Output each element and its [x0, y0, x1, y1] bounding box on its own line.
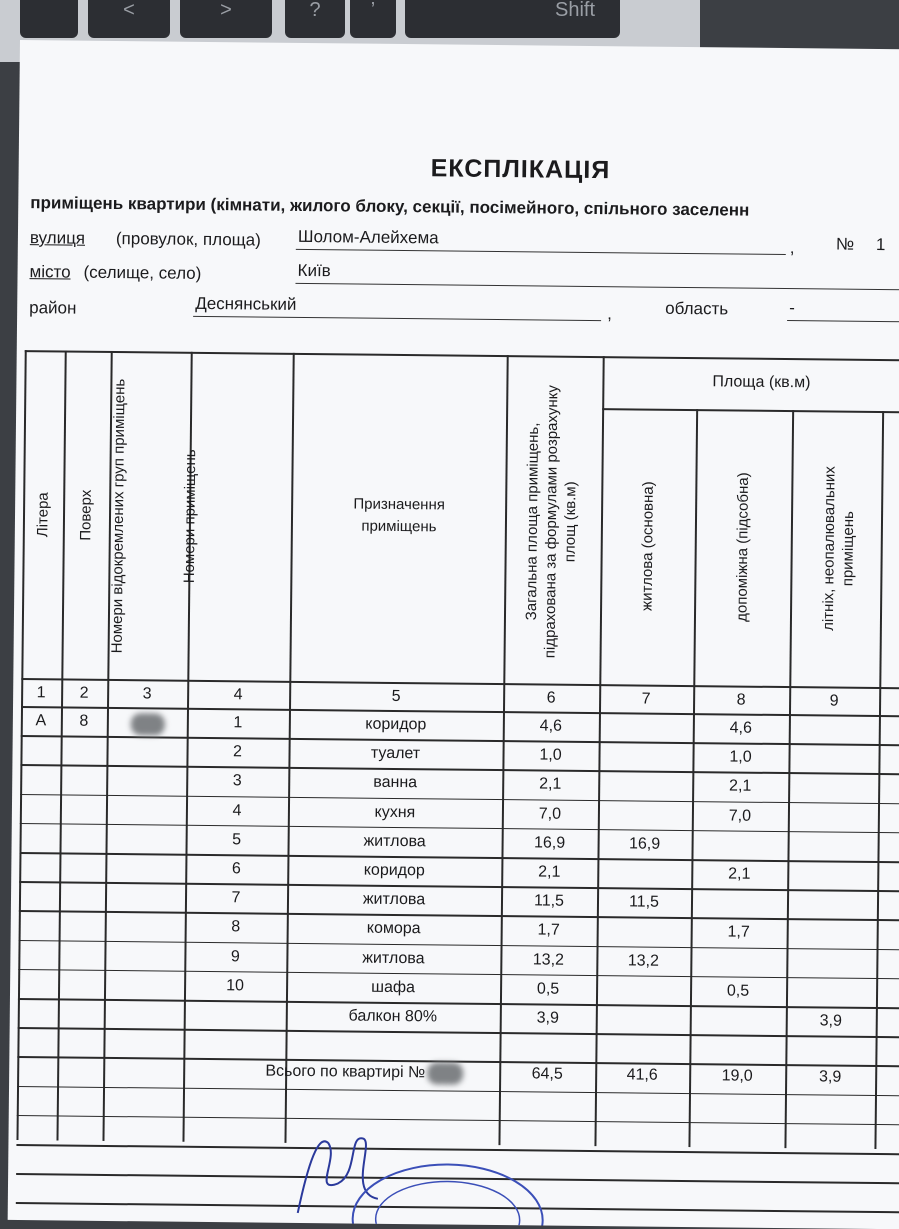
header-purpose: Призначення приміщень	[353, 495, 446, 536]
region-label: область	[665, 298, 729, 319]
total-row-total: 64,5	[531, 1065, 563, 1083]
cell-total: 1,0	[539, 746, 562, 764]
stamp-ring	[352, 1164, 543, 1226]
key-label: <	[123, 0, 135, 21]
cell-living	[598, 800, 692, 830]
cell-living: 16,9	[628, 835, 661, 853]
cell-living	[597, 916, 691, 946]
cell-summer	[788, 743, 878, 773]
total-row-label: Всього по квартирі №	[265, 1062, 426, 1082]
key-arrow-left	[88, 0, 170, 38]
cell-purpose: коридор	[365, 715, 427, 734]
cell-floor	[59, 911, 105, 940]
cell-litera	[18, 940, 58, 969]
col-number: 7	[641, 690, 651, 708]
cell-aux: 1,0	[729, 748, 752, 766]
header-summer: літніх, неопалювальних приміщень	[819, 466, 858, 631]
cell-litera	[20, 764, 60, 793]
cell-summer	[787, 860, 877, 890]
cell-floor	[60, 794, 106, 823]
cell-purpose: ванна	[373, 774, 418, 792]
cell-purpose: комора	[366, 920, 421, 938]
cell-total: 11,5	[533, 892, 565, 910]
cell-litera	[19, 852, 59, 881]
total-row-summer: 3,9	[818, 1068, 842, 1086]
cell-floor	[58, 940, 104, 969]
cell-group	[106, 765, 186, 795]
cell-group	[104, 941, 184, 971]
region-underline	[787, 320, 899, 322]
cell-living	[596, 1004, 690, 1034]
district-value: Деснянський	[195, 293, 297, 314]
cell-total: 13,2	[532, 951, 565, 969]
col-number: 3	[142, 685, 152, 703]
area-group-divider	[602, 408, 899, 413]
number-label: №	[835, 234, 855, 254]
col-number: 1	[36, 684, 46, 702]
col-number: 9	[829, 692, 839, 710]
street-underline	[296, 249, 786, 255]
cell-total: 1,7	[537, 921, 560, 940]
cell-room: 10	[226, 977, 245, 995]
document-subtitle: приміщень квартири (кімнати, жилого блоку, секції, посімейного, спільного заселенн	[30, 193, 750, 220]
cell-aux	[691, 888, 787, 918]
cell-summer	[788, 802, 878, 832]
cell-floor: 8	[79, 712, 89, 730]
cell-aux: 2,1	[728, 865, 751, 883]
cell-room: 8	[231, 918, 241, 936]
cell-aux	[690, 1005, 786, 1035]
cell-group	[104, 970, 184, 1000]
cell-room: 3	[232, 772, 242, 790]
header-auxiliary: допоміжна (підсобна)	[733, 472, 753, 622]
cell-purpose: житлова	[363, 832, 426, 851]
cell-aux	[690, 947, 786, 977]
cell-purpose: балкон 80%	[348, 1007, 438, 1026]
cell-purpose: шафа	[371, 978, 416, 996]
total-row-aux: 19,0	[721, 1067, 753, 1085]
cell-living: 13,2	[627, 952, 660, 970]
street-comma: ,	[789, 238, 795, 258]
cell-total: 16,9	[533, 834, 566, 852]
cell-litera	[19, 823, 59, 852]
signature-stroke	[298, 1138, 379, 1214]
cell-room: 1	[233, 714, 243, 732]
cell-total: 0,5	[536, 980, 560, 998]
cell-aux	[691, 830, 787, 860]
cell-purpose: житлова	[362, 949, 425, 967]
cell-room	[183, 1029, 285, 1059]
cell-total: 2,1	[539, 775, 562, 794]
cell-summer	[786, 948, 876, 978]
key-label: ?	[309, 0, 321, 21]
cell-group	[105, 911, 185, 941]
cell-group	[106, 795, 186, 825]
cell-living: 11,5	[628, 893, 660, 911]
cell-living	[599, 712, 693, 742]
table-top-border	[25, 350, 899, 361]
header-area-group: Площа (кв.м)	[712, 373, 811, 392]
cell-living	[598, 741, 692, 771]
key-blank	[20, 0, 78, 38]
cell-total: 3,9	[536, 1009, 560, 1027]
key-label: Shift	[555, 0, 596, 21]
key-arrow-right	[180, 0, 272, 38]
city-underline	[295, 283, 899, 290]
redacted-apartment-number	[427, 1062, 463, 1084]
cell-litera	[17, 1056, 57, 1085]
cell-litera	[18, 969, 58, 998]
header-total: Загальна площа приміщень, підрахована за формулами розрахунку площ (кв.м)	[522, 384, 580, 659]
document-title: ЕКСПЛІКАЦІЯ	[430, 154, 611, 185]
header-living: житлова (основна)	[638, 481, 657, 611]
cell-living	[598, 770, 692, 800]
cell-floor	[59, 882, 105, 911]
cell-purpose: кухня	[374, 803, 416, 821]
cell-group	[105, 882, 185, 912]
key-apostrophe	[350, 0, 396, 38]
col-number: 6	[546, 689, 556, 707]
col-number: 8	[736, 691, 746, 709]
cell-litera	[18, 998, 58, 1027]
cell-total: 7,0	[538, 805, 562, 823]
cell-group	[105, 853, 185, 883]
col-number: 2	[79, 684, 89, 702]
header-rooms: Номери приміщень	[180, 449, 200, 584]
cell-aux	[689, 1034, 785, 1064]
cell-floor	[57, 1057, 103, 1086]
cell-floor	[59, 823, 105, 852]
cell-aux: 4,6	[729, 719, 753, 737]
cell-group	[105, 824, 185, 854]
header-litera: Літера	[34, 492, 52, 538]
cell-summer	[787, 889, 877, 919]
header-groups: Номери відокремлених груп приміщень	[108, 378, 129, 654]
cell-floor	[59, 852, 105, 881]
cell-group	[103, 1028, 183, 1058]
number-value: 1	[875, 234, 886, 255]
cell-litera	[17, 1027, 57, 1056]
cell-group	[103, 1057, 183, 1087]
cell-total: 2,1	[538, 863, 561, 881]
city-rest-label: (селище, село)	[83, 262, 202, 283]
cell-floor	[60, 765, 106, 794]
key-label: >	[220, 0, 232, 21]
cell-room	[184, 1000, 286, 1030]
cell-summer	[788, 772, 878, 802]
district-underline	[193, 316, 601, 321]
cell-summer	[786, 977, 876, 1007]
cell-litera	[20, 794, 60, 823]
redacted-group-number	[131, 713, 165, 735]
stamp-inner-ring	[375, 1181, 520, 1226]
cell-summer	[787, 831, 877, 861]
col-number: 5	[391, 687, 401, 706]
key-shift	[405, 0, 620, 38]
cell-living	[597, 858, 691, 888]
region-value: -	[789, 298, 796, 318]
cell-room: 7	[231, 889, 241, 907]
district-label: район	[29, 298, 77, 318]
street-label: вулиця	[29, 228, 86, 248]
cell-living	[596, 975, 690, 1005]
header-floor: Поверх	[77, 489, 95, 541]
col-number: 4	[233, 686, 243, 704]
cell-total	[499, 1032, 595, 1062]
cell-summer	[789, 714, 879, 744]
cell-aux: 2,1	[729, 777, 752, 796]
cell-floor	[58, 998, 104, 1027]
key-question	[285, 0, 345, 38]
cell-group	[106, 736, 186, 766]
cell-room: 4	[232, 801, 242, 819]
cell-aux: 1,7	[727, 923, 750, 942]
cell-room: 5	[232, 831, 242, 849]
cell-floor	[58, 969, 104, 998]
cell-room: 2	[233, 743, 243, 761]
cell-aux: 7,0	[728, 807, 752, 825]
cell-total: 4,6	[539, 717, 563, 735]
cell-litera	[20, 735, 60, 764]
cell-litera: А	[35, 712, 47, 730]
cell-purpose: туалет	[370, 744, 421, 763]
cell-room: 6	[231, 860, 241, 878]
city-value: Київ	[297, 260, 331, 281]
cell-summer	[787, 918, 877, 948]
cell-summer	[785, 1035, 875, 1065]
district-comma: ,	[607, 304, 613, 324]
total-row-living: 41,6	[626, 1066, 658, 1084]
street-value: Шолом-Алейхема	[297, 226, 439, 248]
cell-purpose: коридор	[363, 861, 425, 880]
cell-litera	[19, 881, 59, 910]
cell-purpose: житлова	[362, 890, 426, 909]
cell-group	[104, 999, 184, 1029]
cell-litera	[19, 910, 59, 939]
cell-room: 9	[230, 947, 240, 965]
explication-document	[8, 40, 899, 1229]
cell-summer: 3,9	[819, 1012, 842, 1030]
cell-floor	[57, 1028, 103, 1057]
city-label: місто	[29, 262, 71, 282]
signature-stamp	[278, 1103, 579, 1226]
key-label: ’	[370, 0, 376, 21]
cell-aux: 0,5	[726, 982, 750, 1000]
street-rest-label: (провулок, площа)	[115, 229, 261, 250]
cell-living	[595, 1033, 689, 1063]
cell-floor	[60, 736, 106, 765]
